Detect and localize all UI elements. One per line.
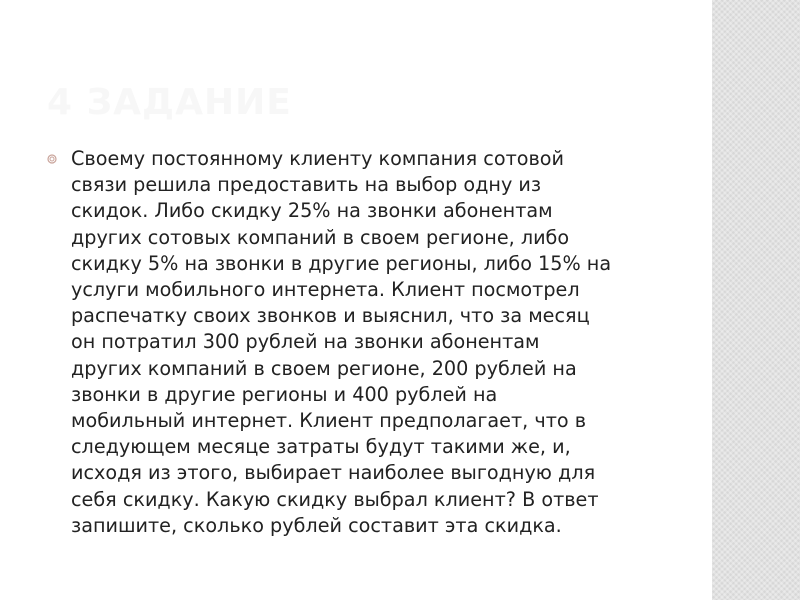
text-line: запишите, сколько рублей составит эта скидка. xyxy=(71,513,562,537)
text-line: распечатку своих звонков и выяснил, что за месяц xyxy=(71,304,590,328)
text-line: себя скидку. Какую скидку выбрал клиент? В ответ xyxy=(71,487,599,511)
task-text xyxy=(71,146,683,539)
text-line: звонки в другие регионы и 400 рублей на xyxy=(71,382,498,406)
text-line: следующем месяце затраты будут такими же, и, xyxy=(71,435,571,459)
text-line: он потратил 300 рублей на звонки абонентам xyxy=(71,330,540,354)
text-line: Своему постоянному клиенту компания сотовой xyxy=(71,147,565,170)
slide-title: 4 ЗАДАНИЕ xyxy=(47,82,292,123)
text-line: скидок. Либо скидку 25% на звонки абонентам xyxy=(71,199,553,223)
text-line: скидку 5% на звонки в другие регионы, либо 15% на xyxy=(71,251,612,275)
decorative-side-stripe xyxy=(712,0,800,600)
text-line: других компаний в своем регионе, 200 рублей на xyxy=(71,356,577,380)
text-line: услуги мобильного интернета. Клиент посмотрел xyxy=(71,278,580,302)
text-line: мобильный интернет. Клиент предполагает, что в xyxy=(71,409,587,433)
ring-bullet-icon xyxy=(47,154,57,164)
text-line: исходя из этого, выбирает наиболее выгодную для xyxy=(71,461,596,485)
text-line: других сотовых компаний в своем регионе, либо xyxy=(71,225,570,249)
text-line: связи решила предоставить на выбор одну из xyxy=(71,173,542,197)
